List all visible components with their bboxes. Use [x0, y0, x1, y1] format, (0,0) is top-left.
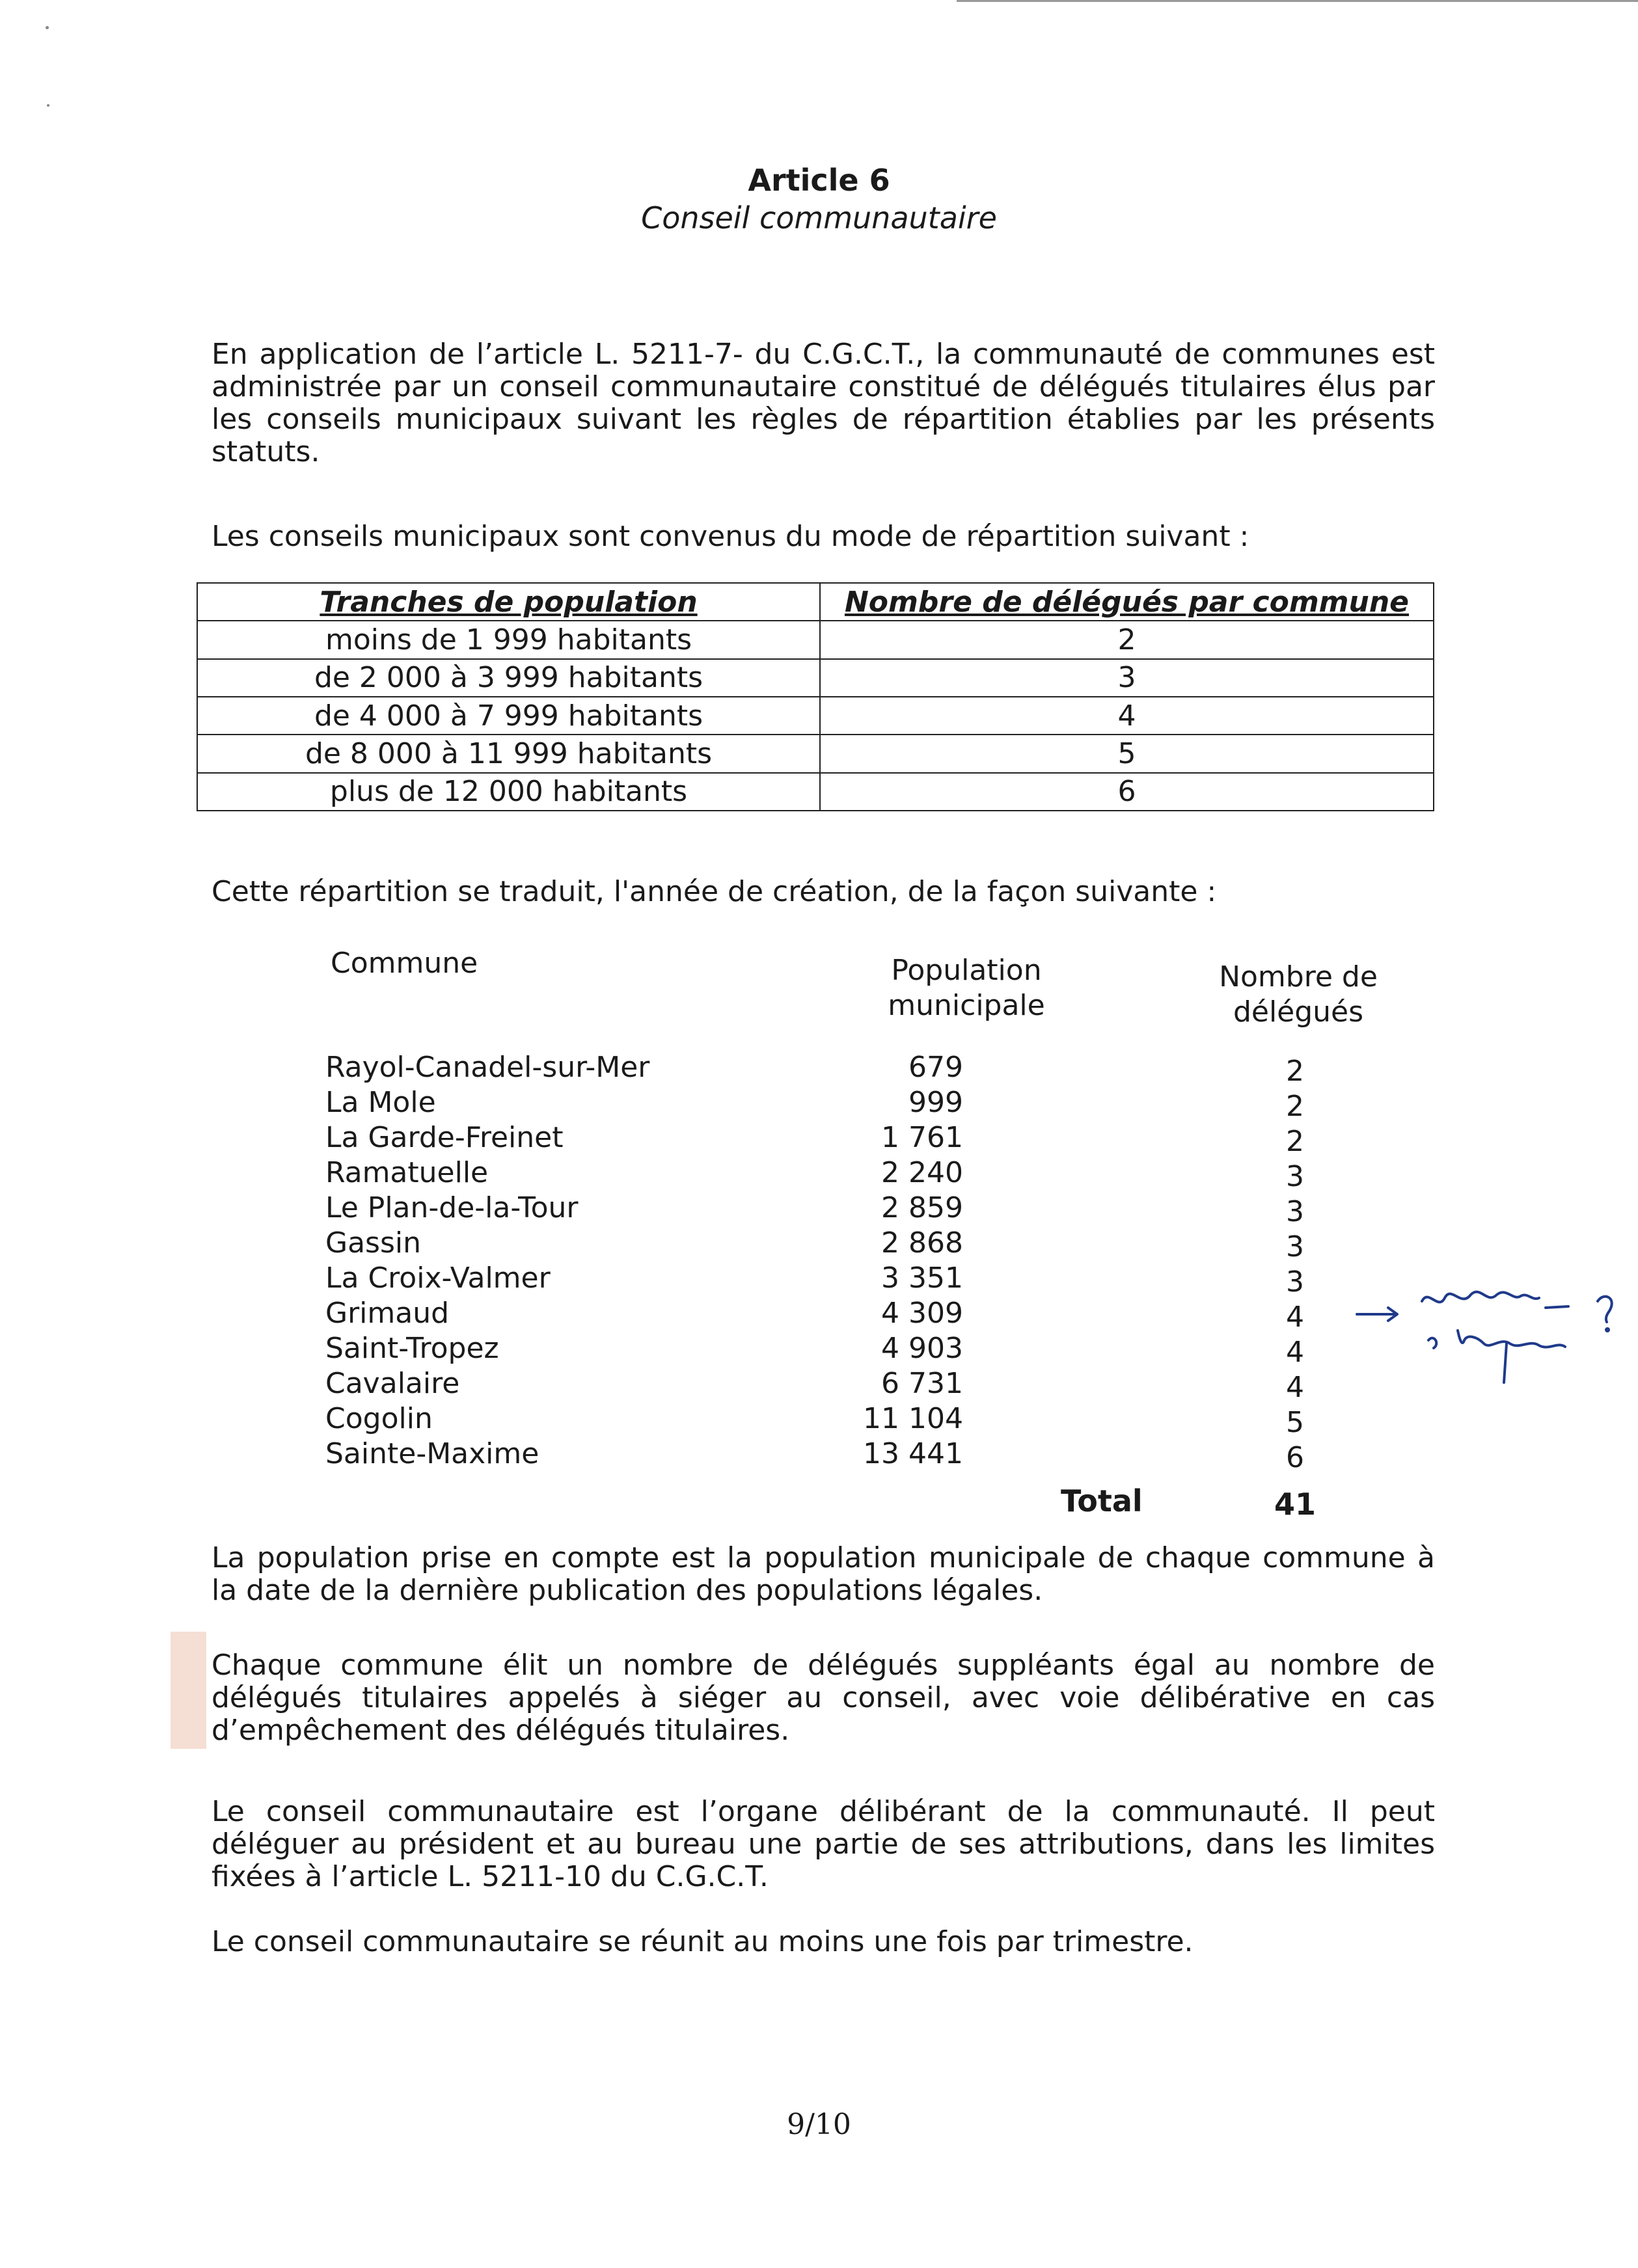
table-header-row — [197, 583, 1434, 621]
page-number: 9/10 — [787, 2108, 851, 2141]
commune-population: 679 — [908, 1051, 963, 1084]
commune-population: 1 761 — [881, 1121, 963, 1154]
tranche-cell: de 8 000 à 11 999 habitants — [197, 735, 820, 772]
header-population-line2: municipale — [888, 989, 1045, 1022]
commune-name: Cavalaire — [325, 1367, 460, 1400]
delegues-cell: 2 — [820, 621, 1434, 658]
header-population-line1: Population — [891, 954, 1042, 987]
tranche-cell: de 4 000 à 7 999 habitants — [197, 697, 820, 735]
highlighter-mark — [171, 1632, 206, 1749]
commune-row — [0, 1051, 1638, 1086]
commune-delegues: 4 — [1286, 1301, 1304, 1334]
commune-name: Grimaud — [325, 1297, 450, 1330]
tranche-cell: moins de 1 999 habitants — [197, 621, 820, 658]
commune-population: 3 351 — [881, 1262, 963, 1295]
commune-row — [0, 1402, 1638, 1437]
total-value: 41 — [1274, 1487, 1316, 1522]
commune-name: Saint-Tropez — [325, 1332, 499, 1365]
delegues-cell: 6 — [820, 773, 1434, 811]
delegues-cell: 4 — [820, 697, 1434, 735]
commune-row — [0, 1121, 1638, 1156]
paragraph-reunion: Le conseil communautaire se réunit au moins une fois par trimestre. — [212, 1925, 1194, 1958]
commune-name: Sainte-Maxime — [325, 1437, 539, 1470]
commune-delegues: 4 — [1286, 1336, 1304, 1369]
commune-name: La Garde-Freinet — [325, 1121, 564, 1154]
scan-edge-line — [957, 0, 1638, 2]
commune-population: 999 — [908, 1086, 963, 1119]
table-row — [197, 697, 1434, 735]
table-row — [197, 621, 1434, 658]
commune-population: 6 731 — [881, 1367, 963, 1400]
commune-delegues: 3 — [1286, 1195, 1304, 1228]
table-row — [197, 735, 1434, 772]
commune-name: Gassin — [325, 1226, 422, 1260]
tranches-table — [197, 582, 1434, 811]
tranche-cell: plus de 12 000 habitants — [197, 773, 820, 811]
commune-population: 4 309 — [881, 1297, 963, 1330]
commune-name: La Mole — [325, 1086, 436, 1119]
commune-delegues: 2 — [1286, 1125, 1304, 1158]
commune-row — [0, 1437, 1638, 1472]
header-commune: Commune — [331, 947, 478, 980]
header-population — [872, 953, 1061, 1023]
commune-delegues: 2 — [1286, 1090, 1304, 1123]
header-nombre-delegues: Nombre de délégués par commune — [820, 583, 1434, 621]
article-title: Article 6 — [748, 163, 890, 198]
header-delegues — [1201, 960, 1396, 1030]
scan-speck — [46, 26, 49, 29]
commune-name: La Croix-Valmer — [325, 1262, 551, 1295]
commune-name: Ramatuelle — [325, 1156, 489, 1189]
scan-speck — [47, 104, 49, 107]
paragraph-organe: Le conseil communautaire est l’organe délibérant de la communauté. Il peut déléguer au président et au bureau une partie de ses attributions, dans les limites fixées à l’article L. 5211-10 du C.G.C.T. — [212, 1795, 1435, 1893]
commune-delegues: 3 — [1286, 1230, 1304, 1263]
header-delegues-line1: Nombre de — [1219, 960, 1378, 993]
commune-delegues: 3 — [1286, 1160, 1304, 1193]
paragraph-population: La population prise en compte est la population municipale de chaque commune à la date de la dernière publication des populations légales. — [212, 1541, 1435, 1607]
commune-population: 2 859 — [881, 1191, 963, 1224]
commune-row — [0, 1191, 1638, 1226]
header-delegues-line2: délégués — [1233, 995, 1364, 1029]
commune-population: 4 903 — [881, 1332, 963, 1365]
commune-name: Le Plan-de-la-Tour — [325, 1191, 579, 1224]
commune-delegues: 2 — [1286, 1055, 1304, 1088]
table-row — [197, 773, 1434, 811]
commune-row — [0, 1156, 1638, 1191]
commune-population: 2 868 — [881, 1226, 963, 1260]
commune-population: 2 240 — [881, 1156, 963, 1189]
header-tranches: Tranches de population — [197, 583, 820, 621]
commune-name: Rayol-Canadel-sur-Mer — [325, 1051, 650, 1084]
total-label: Total — [1061, 1483, 1143, 1519]
commune-delegues: 4 — [1286, 1371, 1304, 1404]
commune-delegues: 3 — [1286, 1265, 1304, 1299]
commune-population: 11 104 — [863, 1402, 963, 1435]
table-row — [197, 659, 1434, 697]
delegues-cell: 5 — [820, 735, 1434, 772]
tranche-cell: de 2 000 à 3 999 habitants — [197, 659, 820, 697]
delegues-cell: 3 — [820, 659, 1434, 697]
commune-row — [0, 1086, 1638, 1121]
commune-row — [0, 1226, 1638, 1262]
paragraph-intro: En application de l’article L. 5211-7- du C.G.C.T., la communauté de communes est administrée par un conseil communautaire constitué de délégués titulaires élus par les conseils municipaux suivant les règles de répartition établies par les présents statuts. — [212, 338, 1435, 468]
commune-population: 13 441 — [863, 1437, 963, 1470]
commune-name: Cogolin — [325, 1402, 433, 1435]
article-subtitle: Conseil communautaire — [641, 200, 997, 236]
paragraph-suppleants: Chaque commune élit un nombre de délégués suppléants égal au nombre de délégués titulaires appelés à siéger au conseil, avec voie délibérative en cas d’empêchement des délégués titulaires. — [212, 1649, 1435, 1747]
handwritten-annotation-icon — [1350, 1275, 1624, 1399]
paragraph-mode: Les conseils municipaux sont convenus du mode de répartition suivant : — [212, 520, 1249, 553]
commune-delegues: 6 — [1286, 1441, 1304, 1474]
paragraph-traduction: Cette répartition se traduit, l'année de création, de la façon suivante : — [212, 875, 1217, 908]
commune-delegues: 5 — [1286, 1406, 1304, 1439]
